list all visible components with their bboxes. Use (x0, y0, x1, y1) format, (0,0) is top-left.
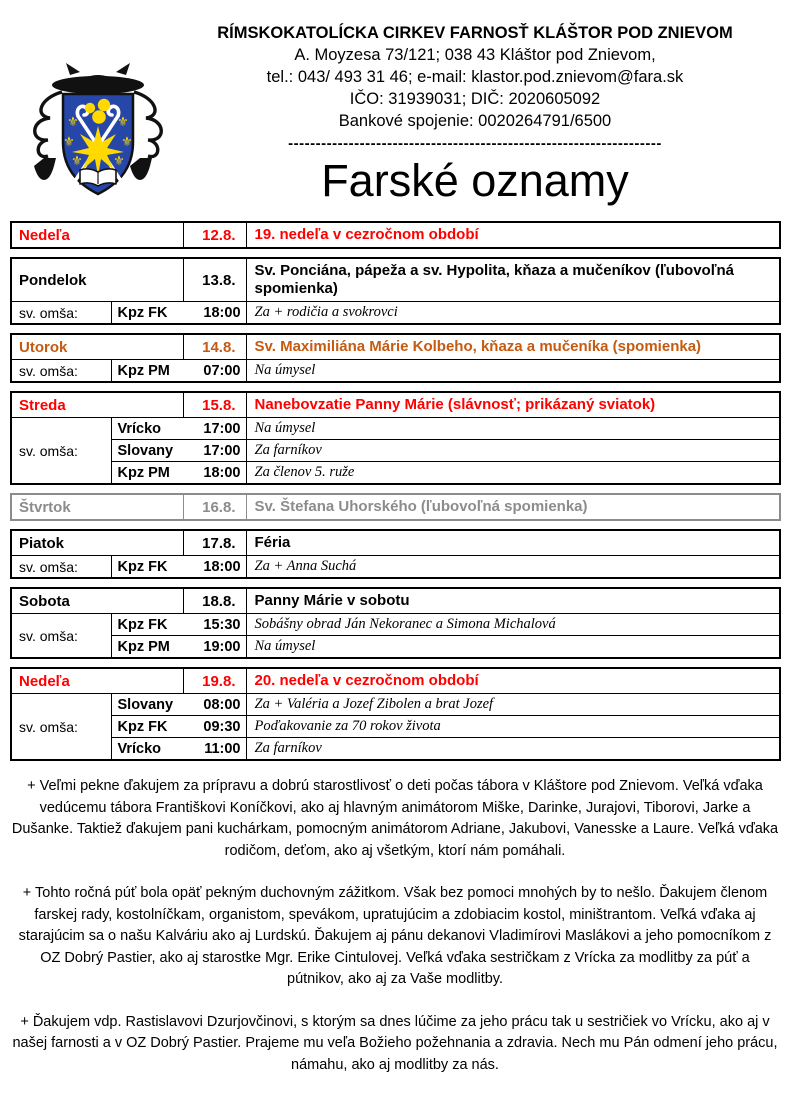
mass-time: 07:00 (203, 362, 241, 379)
day-date: 19.8. (183, 668, 246, 694)
mass-intention: Za + Anna Suchá (246, 556, 780, 579)
svg-text:⚜: ⚜ (67, 115, 79, 130)
parish-header (160, 22, 790, 206)
org-address: A. Moyzesa 73/121; 038 43 Kláštor pod Znievom, (294, 46, 656, 64)
dashed-separator: -------------------------------------------------------------------- (288, 135, 662, 152)
day-name: Nedeľa (11, 668, 183, 694)
svg-text:⚜: ⚜ (113, 154, 125, 169)
day-feast: Nanebovzatie Panny Márie (slávnosť; prikázaný sviatok) (246, 392, 780, 418)
mass-place: Slovany (117, 696, 174, 713)
day-date: 17.8. (183, 530, 246, 556)
svg-text:⚜: ⚜ (71, 154, 83, 169)
day-table-friday (10, 529, 781, 579)
day-feast: 19. nedeľa v cezročnom období (246, 222, 780, 248)
mass-place: Slovany (117, 442, 174, 459)
day-date: 18.8. (183, 588, 246, 614)
org-registration: IČO: 31939031; DIČ: 2020605092 (349, 90, 601, 108)
day-feast: 20. nedeľa v cezročnom období (246, 668, 780, 694)
day-table-sunday-19-8 (10, 667, 781, 761)
mass-place: Kpz FK (117, 304, 168, 321)
day-name: Nedeľa (11, 222, 183, 248)
mass-place: Kpz FK (117, 558, 168, 575)
mass-time: 15:30 (203, 616, 241, 633)
svg-text:⚜: ⚜ (117, 115, 129, 130)
mass-label: sv. omša: (11, 418, 111, 485)
day-feast: Sv. Ponciána, pápeža a sv. Hypolita, kňaza a mučeníkov (ľubovoľná spomienka) (246, 258, 780, 302)
day-feast: Sv. Štefana Uhorského (ľubovoľná spomienka) (246, 494, 780, 520)
mass-intention: Za + Valéria a Jozef Zibolen a brat Jozef (246, 694, 780, 716)
mass-intention: Na úmysel (246, 418, 780, 440)
day-table-saturday (10, 587, 781, 659)
org-contact: tel.: 043/ 493 31 46; e-mail: klastor.pod.znievom@fara.sk (266, 68, 684, 86)
day-table-tuesday (10, 333, 781, 383)
org-name: RÍMSKOKATOLÍCKA CIRKEV FARNOSŤ KLÁŠTOR POD ZNIEVOM (217, 24, 733, 42)
day-table-monday (10, 257, 781, 325)
day-table-sunday-12-8 (10, 221, 781, 249)
mass-place: Vrícko (117, 420, 162, 437)
day-name: Štvrtok (11, 494, 183, 520)
mass-intention: Za farníkov (246, 738, 780, 761)
mass-time: 11:00 (204, 740, 241, 757)
mass-time: 17:00 (203, 420, 241, 437)
svg-text:⚜: ⚜ (121, 135, 133, 150)
day-feast: Sv. Maximiliána Márie Kolbeho, kňaza a mučeníka (spomienka) (246, 334, 780, 360)
mass-schedule (0, 221, 790, 761)
mass-intention: Za + rodičia a svokrovci (246, 302, 780, 325)
mass-time: 18:00 (203, 558, 241, 575)
mass-time: 18:00 (203, 464, 241, 481)
mass-label: sv. omša: (11, 694, 111, 761)
mass-label: sv. omša: (11, 360, 111, 383)
day-date: 14.8. (183, 334, 246, 360)
day-table-wednesday (10, 391, 781, 485)
mass-place: Kpz FK (117, 616, 168, 633)
day-name: Sobota (11, 588, 183, 614)
mass-place: Kpz PM (117, 638, 170, 655)
mass-label: sv. omša: (11, 614, 111, 659)
mass-place: Kpz PM (117, 362, 170, 379)
mass-intention: Za členov 5. ruže (246, 462, 780, 485)
day-date: 13.8. (183, 258, 246, 302)
mass-label: sv. omša: (11, 302, 111, 325)
parish-crest-icon (28, 58, 168, 208)
mass-intention: Za farníkov (246, 440, 780, 462)
day-name: Streda (11, 392, 183, 418)
mass-time: 17:00 (203, 442, 241, 459)
day-name: Utorok (11, 334, 183, 360)
mass-time: 18:00 (203, 304, 241, 321)
announcement-paragraph: + Tohto ročná púť bola opäť pekným duchovným zážitkom. Však bez pomoci mnohých by to nešlo. Ďakujem členom farskej rady, kostolníčkam, organistom, spevákom, upratujúcim a zdobiacim kostol, miništrantom. Veľká vďaka aj starajúcim sa o našu Kalváriu ako aj Lurdskú. Ďakujem aj pánu dekanovi Vladimírovi Maslákovi a jeho pomocníkom z OZ Dobrý Pastier, ako aj starostke Mgr. Erike Cintulovej. Veľká vďaka sestričkam z Vrícka za modlitby za púť a pútnikov, ako aj za Vaše modlitby. (18, 885, 772, 987)
mass-place: Kpz FK (117, 718, 168, 735)
day-table-thursday (10, 493, 781, 521)
day-name: Piatok (11, 530, 183, 556)
day-date: 16.8. (183, 494, 246, 520)
mass-label: sv. omša: (11, 556, 111, 579)
announcement-paragraph: + Ďakujem vdp. Rastislavovi Dzurjovčinovi, s ktorým sa dnes lúčime za jeho prácu tak u sestričiek vo Vrícku, ako aj v našej farnosti a v OZ Dobrý Pastier. Prajeme mu veľa Božieho požehnania a zdravia. Nech mu Pán odmení jeho prácu, námahu, ako aj modlitby za nás. (12, 1013, 778, 1073)
mass-place: Kpz PM (117, 464, 170, 481)
mass-intention: Na úmysel (246, 360, 780, 383)
announcement-paragraph: + Veľmi pekne ďakujem za prípravu a dobrú starostlivosť o deti počas tábora v Kláštore pod Znievom. Veľká vďaka vedúcemu tábora Františkovi Koníčkovi, ako aj hlavným animátorom Miške, Darinke, Jurajovi, Tiborovi, Jarke a Dušanke. Taktiež ďakujem pani kuchárkam, pomocným animátorom Adriane, Jakubovi, Vanesske a Laure. Veľká vďaka rodičom, deťom, ako aj všetkým, ktorí nám pomáhali. (11, 778, 779, 859)
day-feast: Panny Márie v sobotu (246, 588, 780, 614)
day-date: 15.8. (183, 392, 246, 418)
mass-time: 09:30 (203, 718, 241, 735)
day-date: 12.8. (183, 222, 246, 248)
announcements-section (10, 776, 780, 1076)
mass-time: 19:00 (203, 638, 241, 655)
mass-intention: Sobášny obrad Ján Nekoranec a Simona Michalová (246, 614, 780, 636)
mass-intention: Poďakovanie za 70 rokov života (246, 716, 780, 738)
mass-intention: Na úmysel (246, 636, 780, 659)
mass-place: Vrícko (117, 740, 162, 757)
day-feast: Féria (246, 530, 780, 556)
day-name: Pondelok (11, 258, 183, 302)
org-bank: Bankové spojenie: 0020264791/6500 (338, 112, 612, 130)
mass-time: 08:00 (203, 696, 241, 713)
page-title: Farské oznamy (321, 155, 629, 206)
svg-text:⚜: ⚜ (63, 135, 75, 150)
